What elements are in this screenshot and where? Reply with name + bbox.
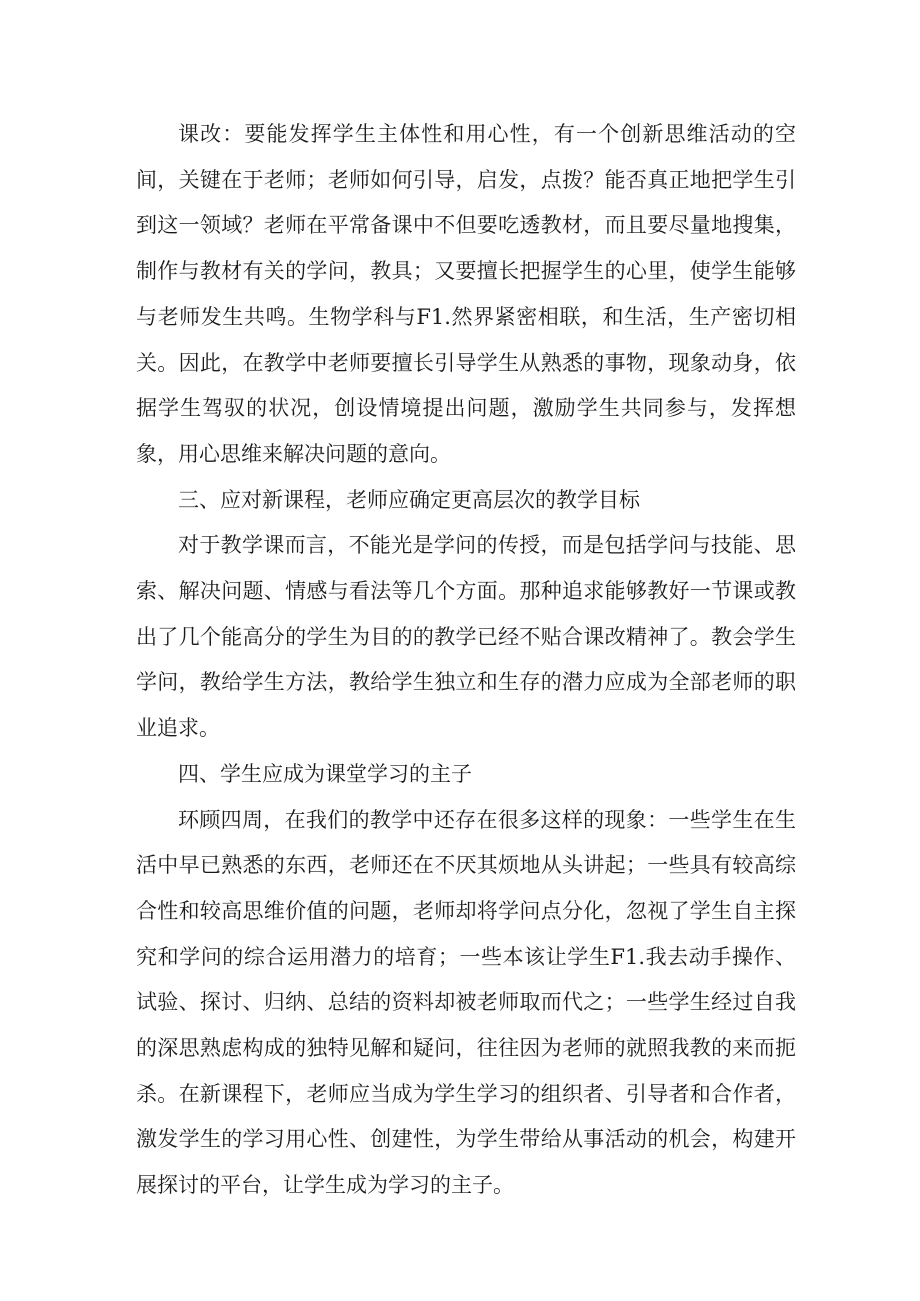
paragraph-curriculum-reform: 课改：要能发挥学生主体性和用心性，有一个创新思维活动的空间，关键在于老师；老师如何引导，启发，点拨？能否真正地把学生引到这一领域？老师在平常备课中不但要吃透教材，而且要尽量地搜集，制作与教材有关的学问，教具；又要擅长把握学生的心里，使学生能够与老师发生共鸣。生物学科与F1.然界紧密相联，和生活，生产密切相关。因此，在教学中老师要擅长引导学生从熟悉的事物，现象动身，依据学生驾驭的状况，创设情境提出问题，激励学生共同参与，发挥想象，用心思维来解决问题的意向。 xyxy=(136,122,796,466)
paragraph-students-as-masters: 环顾四周，在我们的教学中还存在很多这样的现象：一些学生在生活中早已熟悉的东西，老师还在不厌其烦地从头讲起；一些具有较高综合性和较高思维价值的问题，老师却将学问点分化，忽视了学生自主探究和学问的综合运用潜力的培育；一些本该让学生F1.我去动手操作、试验、探讨、归纳、总结的资料却被老师取而代之；一些学生经过自我的深思熟虑构成的独特见解和疑问，往往因为老师的就照我教的来而扼杀。在新课程下，老师应当成为学生学习的组织者、引导者和合作者，激发学生的学习用心性、创建性，为学生带给从事活动的机会，构建开展探讨的平台，让学生成为学习的主子。 xyxy=(136,807,796,1198)
section-heading-three: 三、应对新课程，老师应确定更高层次的教学目标 xyxy=(178,487,640,512)
document-body xyxy=(136,112,796,1209)
paragraph-teaching-goals: 对于教学课而言，不能光是学问的传授，而是包括学问与技能、思索、解决问题、情感与看法等几个方面。那种追求能够教好一节课或教出了几个能高分的学生为目的的教学已经不贴合课改精神了。教会学生学问，教给学生方法，教给学生独立和生存的潜力应成为全部老师的职业追求。 xyxy=(136,533,796,741)
section-heading-four: 四、学生应成为课堂学习的主子 xyxy=(178,761,472,786)
